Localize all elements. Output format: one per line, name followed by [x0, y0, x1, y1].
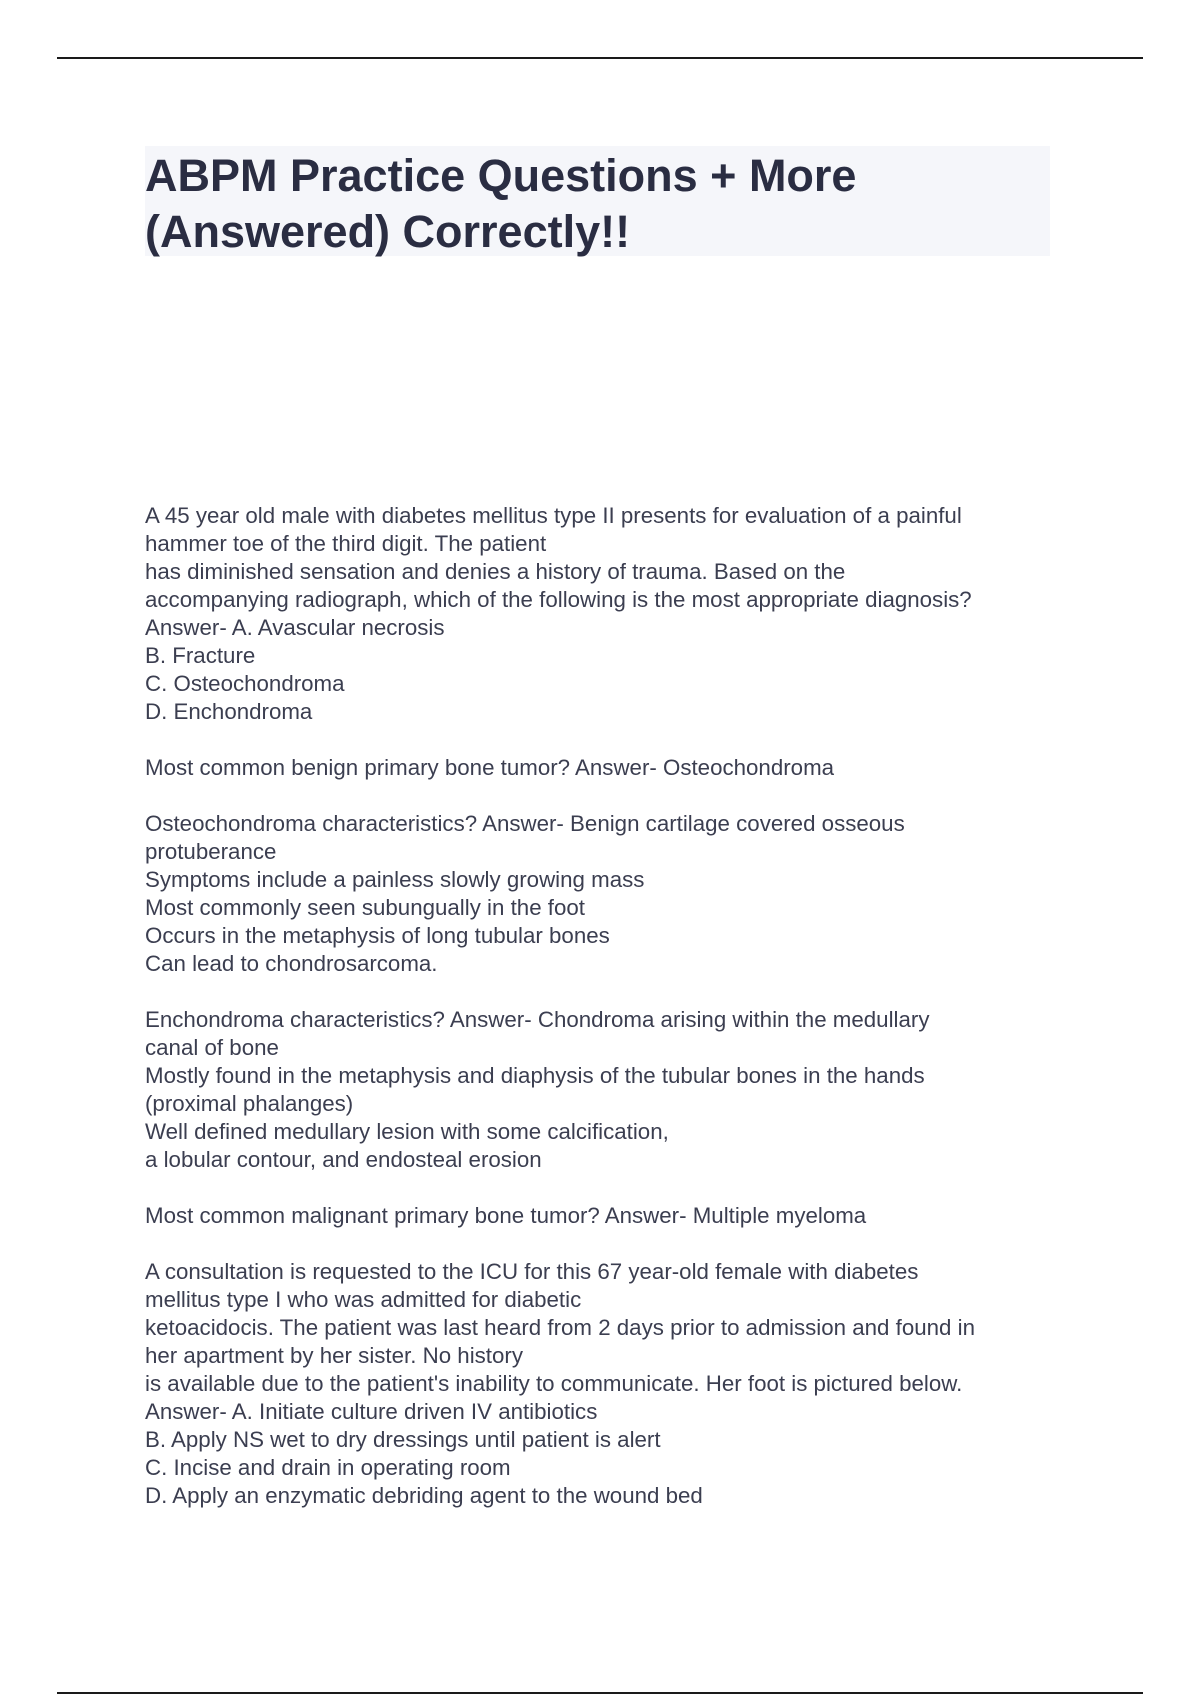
question-block-1: [145, 502, 1085, 726]
text-line: Answer- A. Avascular necrosis: [145, 615, 445, 640]
text-line: Enchondroma characteristics? Answer- Chondroma arising within the medullary: [145, 1007, 930, 1032]
text-line: accompanying radiograph, which of the following is the most appropriate diagnosis?: [145, 587, 972, 612]
header-rule: [57, 57, 1143, 59]
question-block-4: [145, 1006, 1085, 1174]
text-line: ketoacidocis. The patient was last heard from 2 days prior to admission and found in: [145, 1315, 975, 1340]
text-line: C. Incise and drain in operating room: [145, 1455, 511, 1480]
text-line: Can lead to chondrosarcoma.: [145, 951, 438, 976]
question-block-6: [145, 1258, 1085, 1510]
text-line: Most commonly seen subungually in the foot: [145, 895, 585, 920]
text-line: canal of bone: [145, 1035, 279, 1060]
question-block-3: [145, 810, 1085, 978]
title-line-1: ABPM Practice Questions + More: [145, 150, 857, 201]
text-line: mellitus type I who was admitted for diabetic: [145, 1287, 582, 1312]
text-line: Occurs in the metaphysis of long tubular bones: [145, 923, 610, 948]
question-block-2: [145, 754, 1085, 782]
text-line: D. Apply an enzymatic debriding agent to the wound bed: [145, 1483, 703, 1508]
text-line: protuberance: [145, 839, 277, 864]
document-body: [145, 502, 1085, 1510]
document-title: [145, 146, 1050, 256]
text-line: has diminished sensation and denies a history of trauma. Based on the: [145, 559, 846, 584]
text-line: her apartment by her sister. No history: [145, 1343, 523, 1368]
text-line: Well defined medullary lesion with some calcification,: [145, 1119, 669, 1144]
text-line: B. Fracture: [145, 643, 256, 668]
text-line: Osteochondroma characteristics? Answer- Benign cartilage covered osseous: [145, 811, 905, 836]
text-line: Most common malignant primary bone tumor? Answer- Multiple myeloma: [145, 1203, 867, 1228]
text-line: C. Osteochondroma: [145, 671, 345, 696]
text-line: Mostly found in the metaphysis and diaphysis of the tubular bones in the hands: [145, 1063, 925, 1088]
text-line: A 45 year old male with diabetes mellitus type II presents for evaluation of a painful: [145, 503, 962, 528]
text-line: hammer toe of the third digit. The patient: [145, 531, 547, 556]
question-block-5: [145, 1202, 1085, 1230]
text-line: B. Apply NS wet to dry dressings until patient is alert: [145, 1427, 661, 1452]
text-line: D. Enchondroma: [145, 699, 313, 724]
title-line-2: (Answered) Correctly!!: [145, 206, 631, 257]
text-line: a lobular contour, and endosteal erosion: [145, 1147, 542, 1172]
text-line: A consultation is requested to the ICU for this 67 year-old female with diabetes: [145, 1259, 919, 1284]
footer-rule: [57, 1692, 1143, 1694]
text-line: Answer- A. Initiate culture driven IV antibiotics: [145, 1399, 598, 1424]
text-line: Symptoms include a painless slowly growing mass: [145, 867, 645, 892]
text-line: (proximal phalanges): [145, 1091, 354, 1116]
text-line: is available due to the patient's inability to communicate. Her foot is pictured below.: [145, 1371, 963, 1396]
text-line: Most common benign primary bone tumor? Answer- Osteochondroma: [145, 755, 835, 780]
